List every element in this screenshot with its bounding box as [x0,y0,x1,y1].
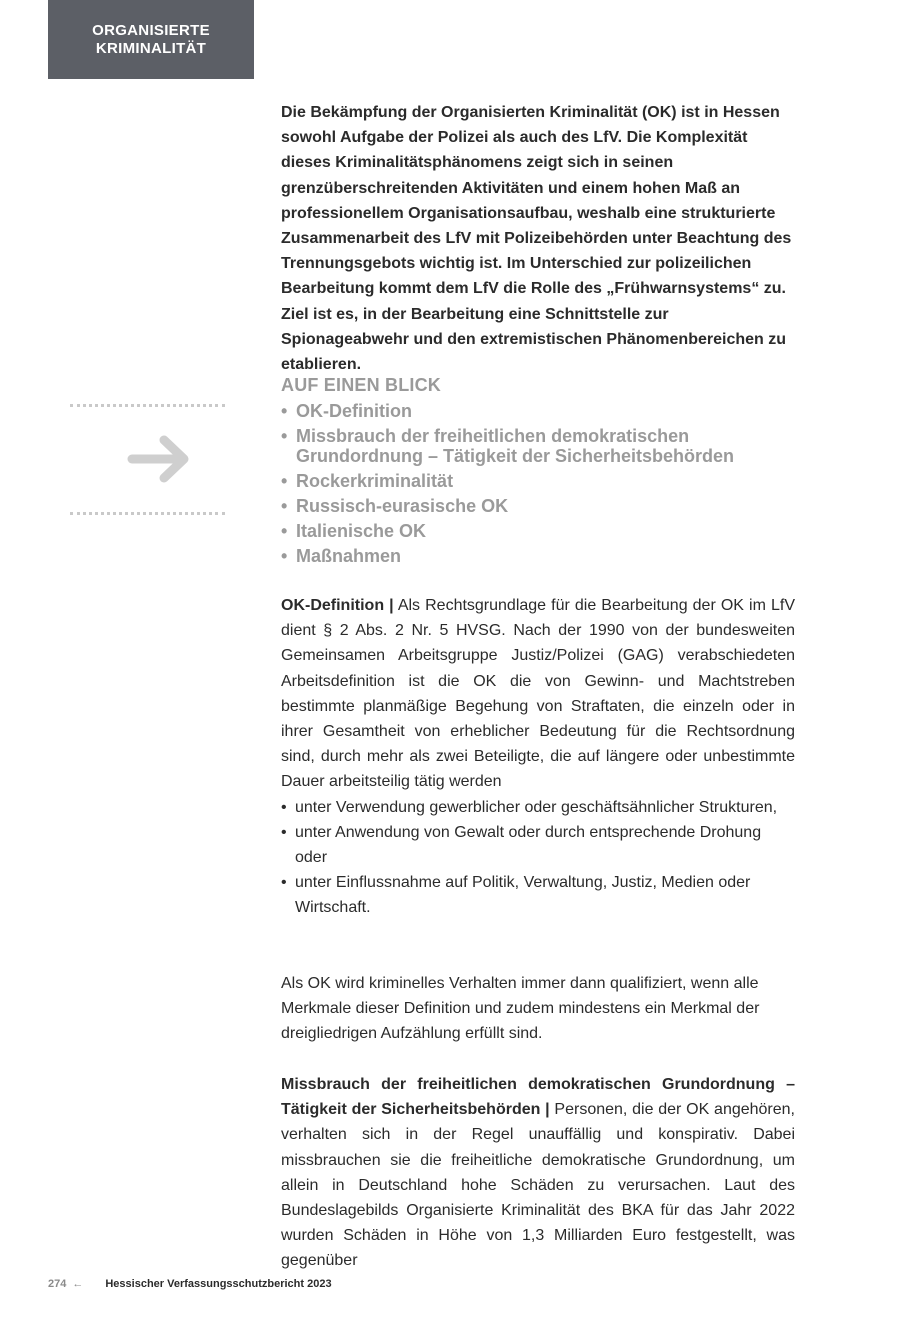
missbrauch-heading: Missbrauch der freiheitlichen demokratischen Grundordnung – Tätigkeit der Sicherheitsbehörden | [281,1076,795,1119]
intro-paragraph: Die Bekämpfung der Organisierten Kriminalität (OK) ist in Hessen sowohl Aufgabe der Polizei als auch des LfV. Die Komplexität dieses Kriminalitätsphänomens zeigt sich in seinen grenzüberschreitenden Aktivitäten und einem hohen Maß an professionellem Organisationsaufbau, weshalb eine strukturierte Zusammenarbeit des LfV mit Polizeibehörden unter Beachtung des Trennungsgebots wichtig ist. Im Unterschied zur polizeilichen Bearbeitung kommt dem LfV die Rolle des „Frühwarnsystems“ zu. Ziel ist es, in der Bearbeitung eine Schnittstelle zur Spionageabwehr und den extremistischen Phänomenbereichen zu etablieren. [281,104,792,374]
at-a-glance-title: AUF EINEN BLICK [281,375,441,395]
section-tab-line2: KRIMINALITÄT [95,39,207,57]
definition-bullet: • unter Verwendung gewerblicher oder geschäftsähnlicher Strukturen, [281,795,795,820]
page-footer [48,1278,332,1290]
at-a-glance-box [281,373,795,568]
glance-item: • Missbrauch der freiheitlichen demokratischen Grundordnung – Tätigkeit der Sicherheitsbehörden [281,423,795,468]
section-tab [48,0,254,79]
arrow-right-icon [126,430,196,490]
back-arrow-icon[interactable]: ← [72,1278,84,1290]
page-number: 274 [48,1278,67,1290]
definition-text: Als Rechtsgrundlage für die Bearbeitung der OK im LfV dient § 2 Abs. 2 Nr. 5 HVSG. Nach der 1990 von der bundesweiten Gemeinsamen Arbeitsgruppe Justiz/Polizei (GAG) verabschiedeten Arbeitsdefinition ist die OK die von Gewinn- und Machtstreben bestimmte planmäßige Begehung von Straftaten, die einzeln oder in ihrer Gesamtheit von erheblicher Bedeutung für die Rechtsordnung sind, durch mehr als zwei Beteiligte, die auf längere oder unbestimmte Dauer arbeitsteilig tätig werden [281,597,795,791]
dotted-divider-top [70,404,225,407]
ok-qualification-paragraph: Als OK wird kriminelles Verhalten immer dann qualifiziert, wenn alle Merkmale dieser Definition und zudem mindestens ein Merkmal der dreigliedrigen Aufzählung erfüllt sind. [281,975,760,1043]
dotted-divider-bottom [70,512,225,515]
missbrauch-text: Personen, die der OK angehören, verhalten sich in der Regel unauffällig und konspirativ. Dabei missbrauchen sie die freiheitliche demokratische Grundordnung, um allein in Deutschland hohe Schäden zu verursachen. Laut des Bundeslagebilds Organisierte Kriminalität des BKA für das Jahr 2022 wurden Schäden in Höhe von 1,3 Milliarden Euro festgestellt, was gegenüber [281,1101,795,1270]
definition-bullet: • unter Einflussnahme auf Politik, Verwaltung, Justiz, Medien oder Wirtschaft. [281,870,795,920]
section-tab-line1: ORGANISIERTE [92,21,210,39]
definition-section [281,593,795,921]
glance-item: • Rockerkriminalität [281,468,795,493]
glance-item: • Italienische OK [281,518,795,543]
glance-item: • OK-Definition [281,398,795,423]
definition-bullet: • unter Anwendung von Gewalt oder durch entsprechende Drohung oder [281,820,795,870]
missbrauch-paragraph [281,1072,795,1274]
definition-bullet-list [281,795,795,921]
footer-title: Hessischer Verfassungsschutzbericht 2023 [105,1278,332,1290]
definition-heading: OK-Definition | [281,597,394,614]
at-a-glance-list [281,398,795,568]
glance-item: • Maßnahmen [281,543,795,568]
definition-paragraph [281,593,795,795]
glance-item: • Russisch-eurasische OK [281,493,795,518]
